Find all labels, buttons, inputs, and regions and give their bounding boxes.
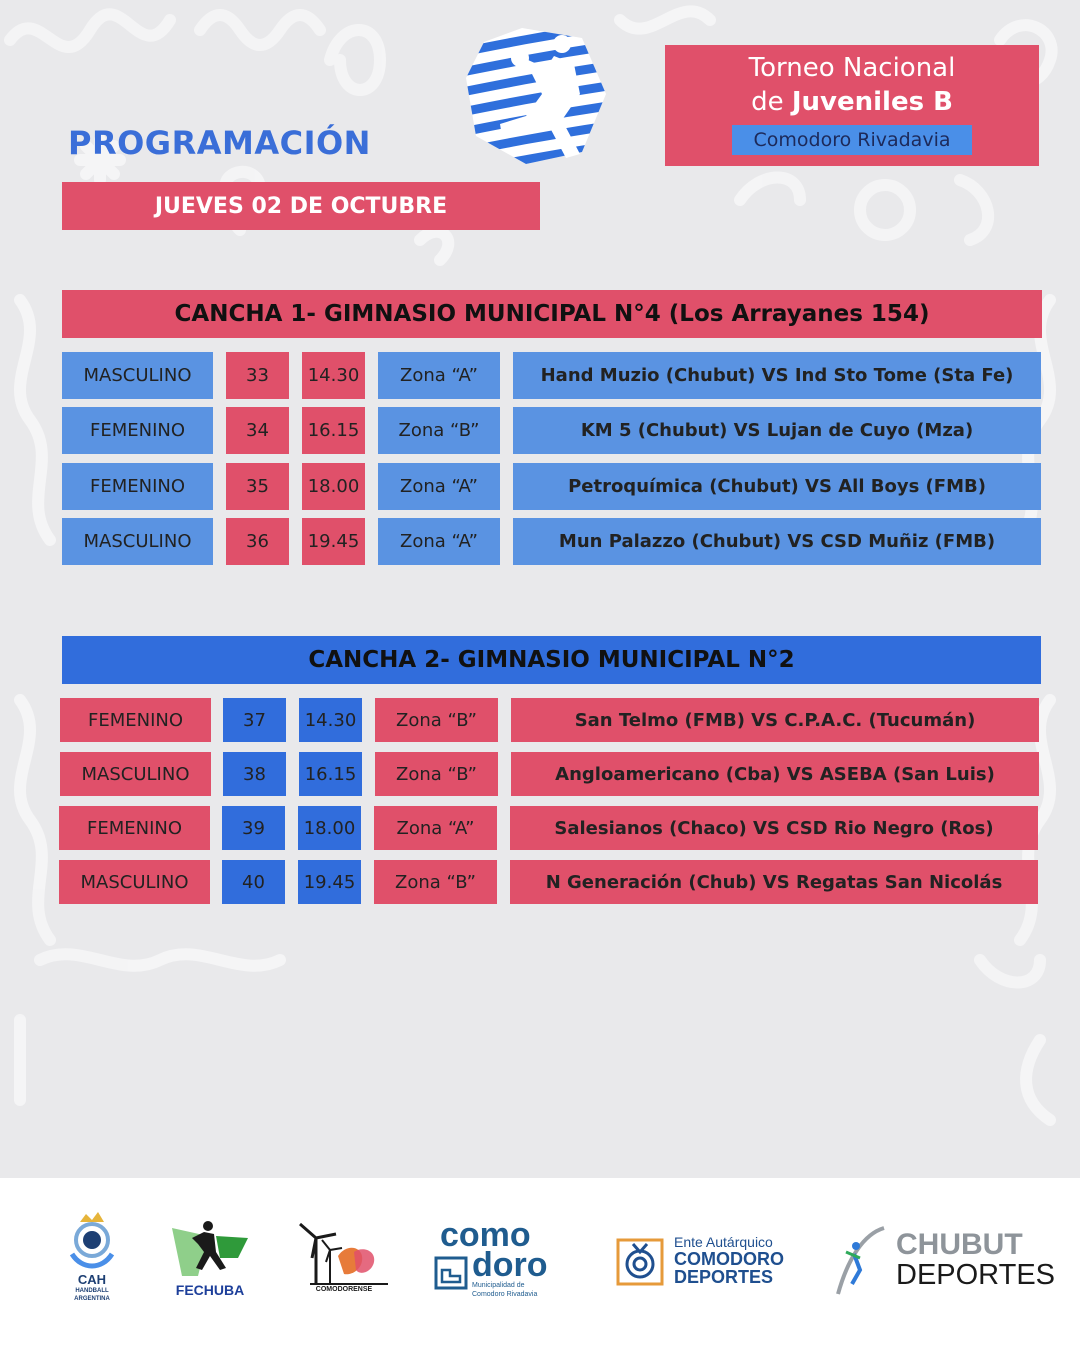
match-number-cell: 39	[222, 806, 285, 850]
fechuba-player-icon	[168, 1218, 252, 1280]
tournament-line2	[665, 87, 1039, 117]
tournament-line2-bold: Juveniles B	[791, 87, 953, 117]
category-cell: FEMENINO	[59, 806, 210, 850]
cah-line1: HANDBALL	[75, 1288, 109, 1294]
match-number-cell: 34	[226, 407, 289, 454]
cah-crest-icon	[62, 1210, 122, 1274]
time-cell: 16.15	[302, 407, 365, 454]
match-cell: KM 5 (Chubut) VS Lujan de Cuyo (Mza)	[513, 407, 1041, 454]
date-bar: JUEVES 02 DE OCTUBRE	[62, 182, 540, 230]
time-cell: 18.00	[302, 463, 365, 510]
zone-cell: Zona “A”	[378, 463, 500, 510]
category-cell: MASCULINO	[60, 752, 211, 796]
comodoro-municipality-logo	[432, 1218, 572, 1302]
category-cell: FEMENINO	[60, 698, 211, 742]
match-cell: Hand Muzio (Chubut) VS Ind Sto Tome (Sta Fe)	[513, 352, 1041, 399]
page-title: PROGRAMACIÓN	[68, 124, 371, 162]
ente-line1: Ente Autárquico	[674, 1234, 773, 1250]
category-cell: FEMENINO	[62, 407, 213, 454]
tournament-line2-prefix: de	[751, 87, 792, 117]
fechuba-logo	[168, 1218, 252, 1298]
handball-player-icon	[462, 24, 610, 168]
comodoro-sub1: Municipalidad de	[472, 1282, 525, 1289]
court-1-header: CANCHA 1- GIMNASIO MUNICIPAL N°4 (Los Arrayanes 154)	[62, 290, 1042, 338]
zone-cell: Zona “B”	[375, 752, 498, 796]
zone-cell: Zona “A”	[374, 806, 497, 850]
match-number-cell: 40	[222, 860, 285, 904]
match-cell: Angloamericano (Cba) VS ASEBA (San Luis)	[511, 752, 1039, 796]
comodoro-line1: como	[440, 1216, 531, 1254]
cah-line2: ARGENTINA	[74, 1296, 110, 1302]
comodorense-logo	[296, 1216, 392, 1300]
time-cell: 14.30	[299, 698, 362, 742]
zone-cell: Zona “B”	[375, 698, 498, 742]
tournament-badge	[665, 45, 1039, 166]
time-cell: 19.45	[298, 860, 361, 904]
chubut-line2: DEPORTES	[896, 1259, 1056, 1291]
handball-logo	[462, 24, 610, 168]
match-number-cell: 33	[226, 352, 289, 399]
cah-logo	[62, 1210, 122, 1310]
zone-cell: Zona “B”	[378, 407, 500, 454]
comodorense-name: COMODORENSE	[315, 1286, 373, 1293]
match-cell: N Generación (Chub) VS Regatas San Nicolás	[510, 860, 1038, 904]
ente-comodoro-deportes-logo	[616, 1234, 806, 1292]
tournament-city: Comodoro Rivadavia	[732, 125, 972, 155]
medal-icon	[616, 1238, 664, 1286]
zone-cell: Zona “B”	[374, 860, 497, 904]
category-cell: MASCULINO	[59, 860, 210, 904]
chubut-line1: CHUBUT	[896, 1228, 1023, 1261]
wind-turbine-icon	[296, 1216, 392, 1286]
time-cell: 16.15	[299, 752, 362, 796]
tournament-line1: Torneo Nacional	[748, 53, 956, 83]
match-number-cell: 35	[226, 463, 289, 510]
category-cell: MASCULINO	[62, 518, 213, 565]
time-cell: 14.30	[302, 352, 365, 399]
match-cell: Salesianos (Chaco) VS CSD Rio Negro (Ros)	[510, 806, 1038, 850]
fechuba-name: FECHUBA	[175, 1282, 245, 1298]
ente-line3: DEPORTES	[674, 1267, 774, 1287]
ente-line2: COMODORO	[674, 1249, 784, 1269]
chubut-athlete-icon	[834, 1224, 892, 1296]
comodoro-sub2: Comodoro Rivadavia	[472, 1291, 538, 1298]
match-number-cell: 37	[223, 698, 286, 742]
category-cell: FEMENINO	[62, 463, 213, 510]
comodoro-line2: doro	[472, 1246, 548, 1284]
time-cell: 19.45	[302, 518, 365, 565]
time-cell: 18.00	[298, 806, 361, 850]
court-2-header: CANCHA 2- GIMNASIO MUNICIPAL N°2	[62, 636, 1041, 684]
match-number-cell: 36	[226, 518, 289, 565]
chubut-deportes-logo	[834, 1224, 1056, 1296]
match-cell: Mun Palazzo (Chubut) VS CSD Muñiz (FMB)	[513, 518, 1041, 565]
match-cell: Petroquímica (Chubut) VS All Boys (FMB)	[513, 463, 1041, 510]
match-number-cell: 38	[223, 752, 286, 796]
comodoro-emblem-icon	[434, 1256, 468, 1290]
zone-cell: Zona “A”	[378, 352, 500, 399]
cah-abbr: CAH	[77, 1272, 107, 1287]
match-cell: San Telmo (FMB) VS C.P.A.C. (Tucumán)	[511, 698, 1039, 742]
category-cell: MASCULINO	[62, 352, 213, 399]
zone-cell: Zona “A”	[378, 518, 500, 565]
